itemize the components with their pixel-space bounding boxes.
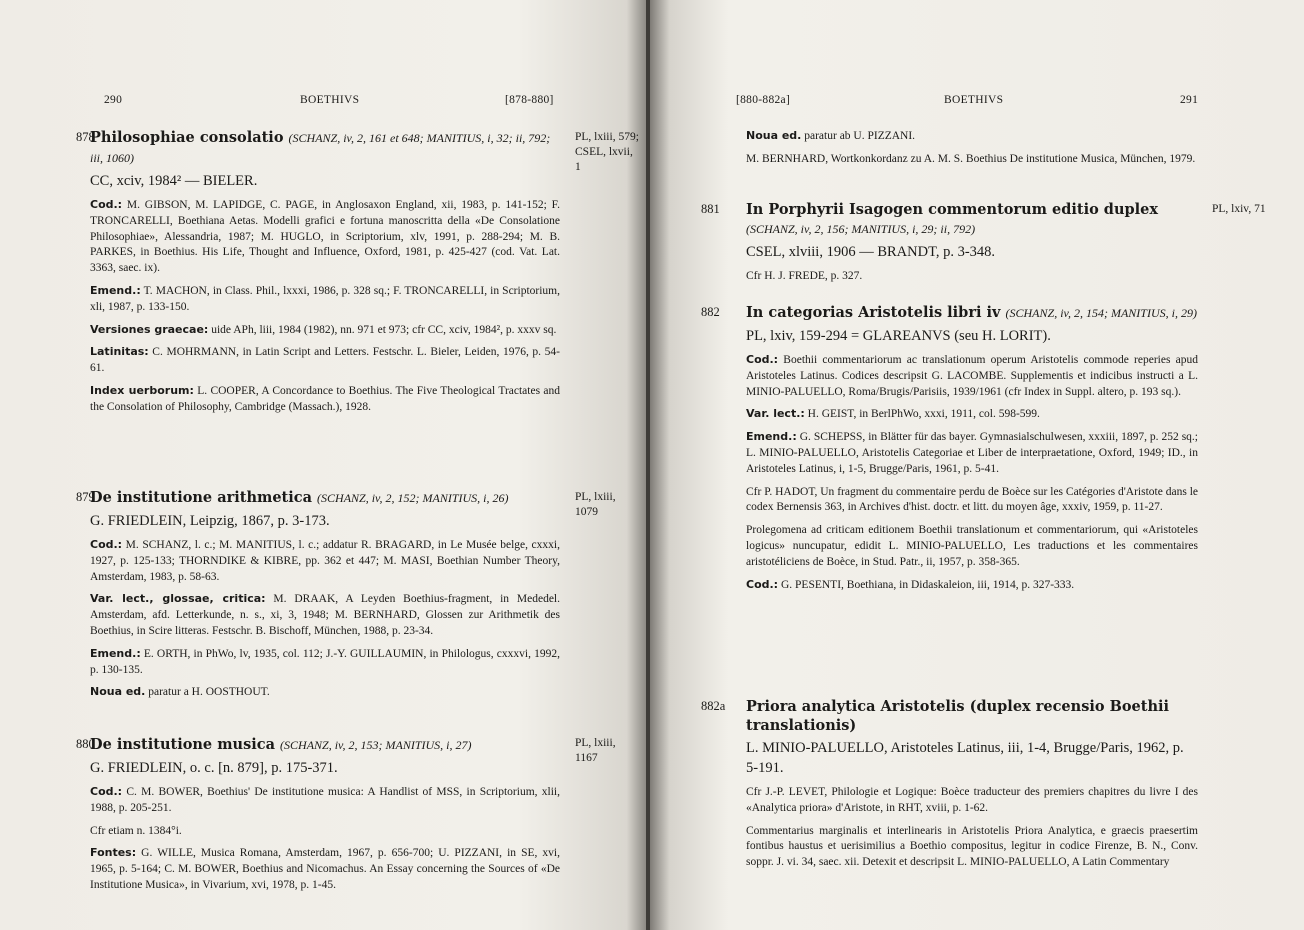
note-para: Emend.: E. ORTH, in PhWo, lv, 1935, col. 112; J.-Y. GUILLAUMIN, in Philologus, cxxxvi, 1992, p. 130-135. <box>90 646 560 676</box>
note-para: Emend.: T. MACHON, in Class. Phil., lxxxi, 1986, p. 328 sq.; F. TRONCARELLI, in Scriptorium, xli, 1987, p. 133-150. <box>90 283 560 313</box>
page-number-right: 291 <box>1180 94 1199 106</box>
note-para: Fontes: G. WILLE, Musica Romana, Amsterdam, 1967, p. 656-700; U. PIZZANI, in SE, xvi, 1965, p. 5-164; C. M. BOWER, Boethius and Nicomachus. An Essay concerning the Sources of «De Institutione Musica», in Vivarium, xvi, 1978, p. 1-45. <box>90 846 560 891</box>
side-ref-881: PL, lxiv, 71 <box>1212 203 1266 215</box>
left-page <box>0 0 646 930</box>
entry-number: 879 <box>76 490 95 504</box>
note-para: Cfr etiam n. 1384°i. <box>90 824 182 837</box>
note-para: Cod.: C. M. BOWER, Boethius' De institutione musica: A Handlist of MSS, in Scriptorium, xlii, 1988, p. 205-251. <box>90 785 560 814</box>
entry-880 <box>76 735 560 900</box>
entry-title: In categorias Aristotelis libri iv (SCHANZ, iv, 2, 154; MANITIUS, i, 29) <box>746 304 1197 321</box>
range-right: [880-882a] <box>736 94 791 106</box>
edition: L. MINIO-PALUELLO, Aristoteles Latinus, iii, 1-4, Brugge/Paris, 1962, p. 5-191. <box>746 740 1184 776</box>
entry-number: 882a <box>701 699 726 713</box>
entry-title: Philosophiae consolatio (SCHANZ, iv, 2, 161 et 648; MANITIUS, i, 32; ii, 792; iii, 1060) <box>90 129 551 165</box>
entry-number: 882 <box>701 305 720 319</box>
note-para: Prolegomena ad criticam editionem Boethii translationum et commentariorum, qui «Aristoteles logicus» nuncupatur, edidit L. MINIO-PALUELLO, Les traductions et les commentaires aristotéliciens de Boèce, in Stud. Patr., ii, 1957, p. 358-365. <box>746 524 1198 568</box>
note-para: Var. lect., glossae, critica: M. DRAAK, A Leyden Boethius-fragment, in Mededel. Amsterdam, afd. Letterkunde, n. s., xi, 3, 1948; M. BERNHARD, Glossen zur Arithmetik des Boethius, in Scire litteras. Festschr. B. Bischoff, München, 1988, p. 23-34. <box>90 592 561 637</box>
range-left: [878-880] <box>505 94 554 106</box>
note-para: Cfr H. J. FREDE, p. 327. <box>746 270 863 282</box>
entry-title: Priora analytica Aristotelis (duplex recensio Boethii translationis) <box>746 698 1169 734</box>
note-para: Var. lect.: H. GEIST, in BerlPhWo, xxxi, 1911, col. 598-599. <box>746 407 1040 421</box>
entry-number: 881 <box>701 202 720 216</box>
note-para: Noua ed. paratur ab U. PIZZANI. <box>746 129 916 142</box>
entry-879 <box>76 488 561 707</box>
side-ref-879: PL, lxiii, 1079 <box>575 491 616 518</box>
entry-882a <box>701 697 1198 877</box>
page-number-left: 290 <box>104 94 123 106</box>
right-page <box>650 0 1304 930</box>
entry-878 <box>76 128 560 422</box>
note-para: Cfr J.-P. LEVET, Philologie et Logique: Boèce traducteur des premiers chapitres du livre I des «Analytica priora» d'Aristote, in RHT, xviii, p. 1-62. <box>746 786 1198 814</box>
side-ref-878: PL, lxiii, 579; CSEL, lxvii, 1 <box>575 131 639 173</box>
note-para: Cod.: M. GIBSON, M. LAPIDGE, C. PAGE, in Anglosaxon England, xii, 1983, p. 141-152; F. TRONCARELLI, Boethiana Aetas. Modelli grafici e fortuna manoscritta della «De Consolatione Philosophiae», Alessandria, 1987; M. HUGLO, in Scriptorium, xlv, 1991, p. 288-294; M. B. PARKES, in Boethius. His Life, Thought and Influence, Oxford, 1981, p. 425-427 (cod. Vat. Lat. 3363, saec. ix). <box>90 198 560 275</box>
note-para: Cfr P. HADOT, Un fragment du commentaire perdu de Boèce sur les Catégories d'Aristote dans le codex Bernensis 363, in Archives d'hist. doctr. et litt. du moyen âge, xxxiv, 1959, p. 11-27. <box>746 485 1198 514</box>
note-para: M. BERNHARD, Wortkonkordanz zu A. M. S. Boethius De institutione Musica, München, 1979. <box>746 152 1196 165</box>
edition: CSEL, xlviii, 1906 — BRANDT, p. 3-348. <box>746 244 996 260</box>
note-para: Cod.: G. PESENTI, Boethiana, in Didaskaleion, iii, 1914, p. 327-333. <box>746 577 1075 591</box>
side-ref-880: PL, lxiii, 1167 <box>575 737 616 764</box>
note-para: Versiones graecae: uide APh, liii, 1984 (1982), nn. 971 et 973; cfr CC, xciv, 1984², p. xxxv sq. <box>90 322 557 336</box>
note-para: Noua ed. paratur a H. OOSTHOUT. <box>90 685 270 699</box>
note-para: Emend.: G. SCHEPSS, in Blätter für das bayer. Gymnasialschulwesen, xxxiii, 1897, p. 252 sq.; L. MINIO-PALUELLO, Aristotelis Categoriae et Liber de interpraetatione, Oxford, 1949; ID., in Aristoteles Latinus, i, 1-5, Brugge/Paris, 1961, p. 5-41. <box>746 430 1198 475</box>
edition: CC, xciv, 1984² — BIELER. <box>90 173 258 189</box>
entry-title: In Porphyrii Isagogen commentorum editio duplex (SCHANZ, iv, 2, 156; MANITIUS, i, 29; ii, 792) <box>746 201 1159 236</box>
note-para: Index uerborum: L. COOPER, A Concordance to Boethius. The Five Theological Tractates and the Consolation of Philosophy, Cambridge (Massach.), 1928. <box>90 383 560 413</box>
continuation-880 <box>746 128 1198 174</box>
edition: PL, lxiv, 159-294 = GLAREANVS (seu H. LORIT). <box>746 328 1051 344</box>
entry-882 <box>701 303 1198 599</box>
entry-title: De institutione musica (SCHANZ, iv, 2, 153; MANITIUS, i, 27) <box>90 736 472 753</box>
note-para: Commentarius marginalis et interlinearis in Aristotelis Priora Analytica, e graecis praesertim fontibus haustus et uerisimilius a Boethio compositus, legitur in codice Firenze, B. N., Conv. soppr. J. vi. 34, saec. xii. Detexit et descripsit L. MINIO-PALUELLO, A Latin Commentary <box>746 824 1198 869</box>
entry-881 <box>701 200 1198 291</box>
running-head-left: BOETHIVS <box>300 94 360 106</box>
note-para: Cod.: M. SCHANZ, l. c.; M. MANITIUS, l. c.; addatur R. BRAGARD, in Le Musée belge, cxxxi, 1927, p. 125-133; THORNDIKE & KIBRE, pp. 362 et 447; M. MASI, Boethian Number Theory, Amsterdam, 1983, p. 58-63. <box>90 538 560 583</box>
entry-number: 880 <box>76 737 95 751</box>
edition: G. FRIEDLEIN, Leipzig, 1867, p. 3-173. <box>90 513 330 529</box>
note-para: Cod.: Boethii commentariorum ac translationum operum Aristotelis commode reperies apud Aristoteles Latinus. Codices descripsit G. LACOMBE. Supplementis et indicibus instructi a L. MINIO-PALUELLO, Roma/Brugis/Parisiis, 1939/1961 (cfr Index in Suppl. altero, p. 193 sq.). <box>746 353 1198 398</box>
entry-number: 878 <box>76 130 95 144</box>
entry-title: De institutione arithmetica (SCHANZ, iv, 2, 152; MANITIUS, i, 26) <box>90 489 509 506</box>
edition: G. FRIEDLEIN, o. c. [n. 879], p. 175-371. <box>90 760 338 776</box>
note-para: Latinitas: C. MOHRMANN, in Latin Script and Letters. Festschr. L. Bieler, Leiden, 1976, p. 54-61. <box>90 345 560 375</box>
running-head-right: BOETHIVS <box>944 94 1004 106</box>
